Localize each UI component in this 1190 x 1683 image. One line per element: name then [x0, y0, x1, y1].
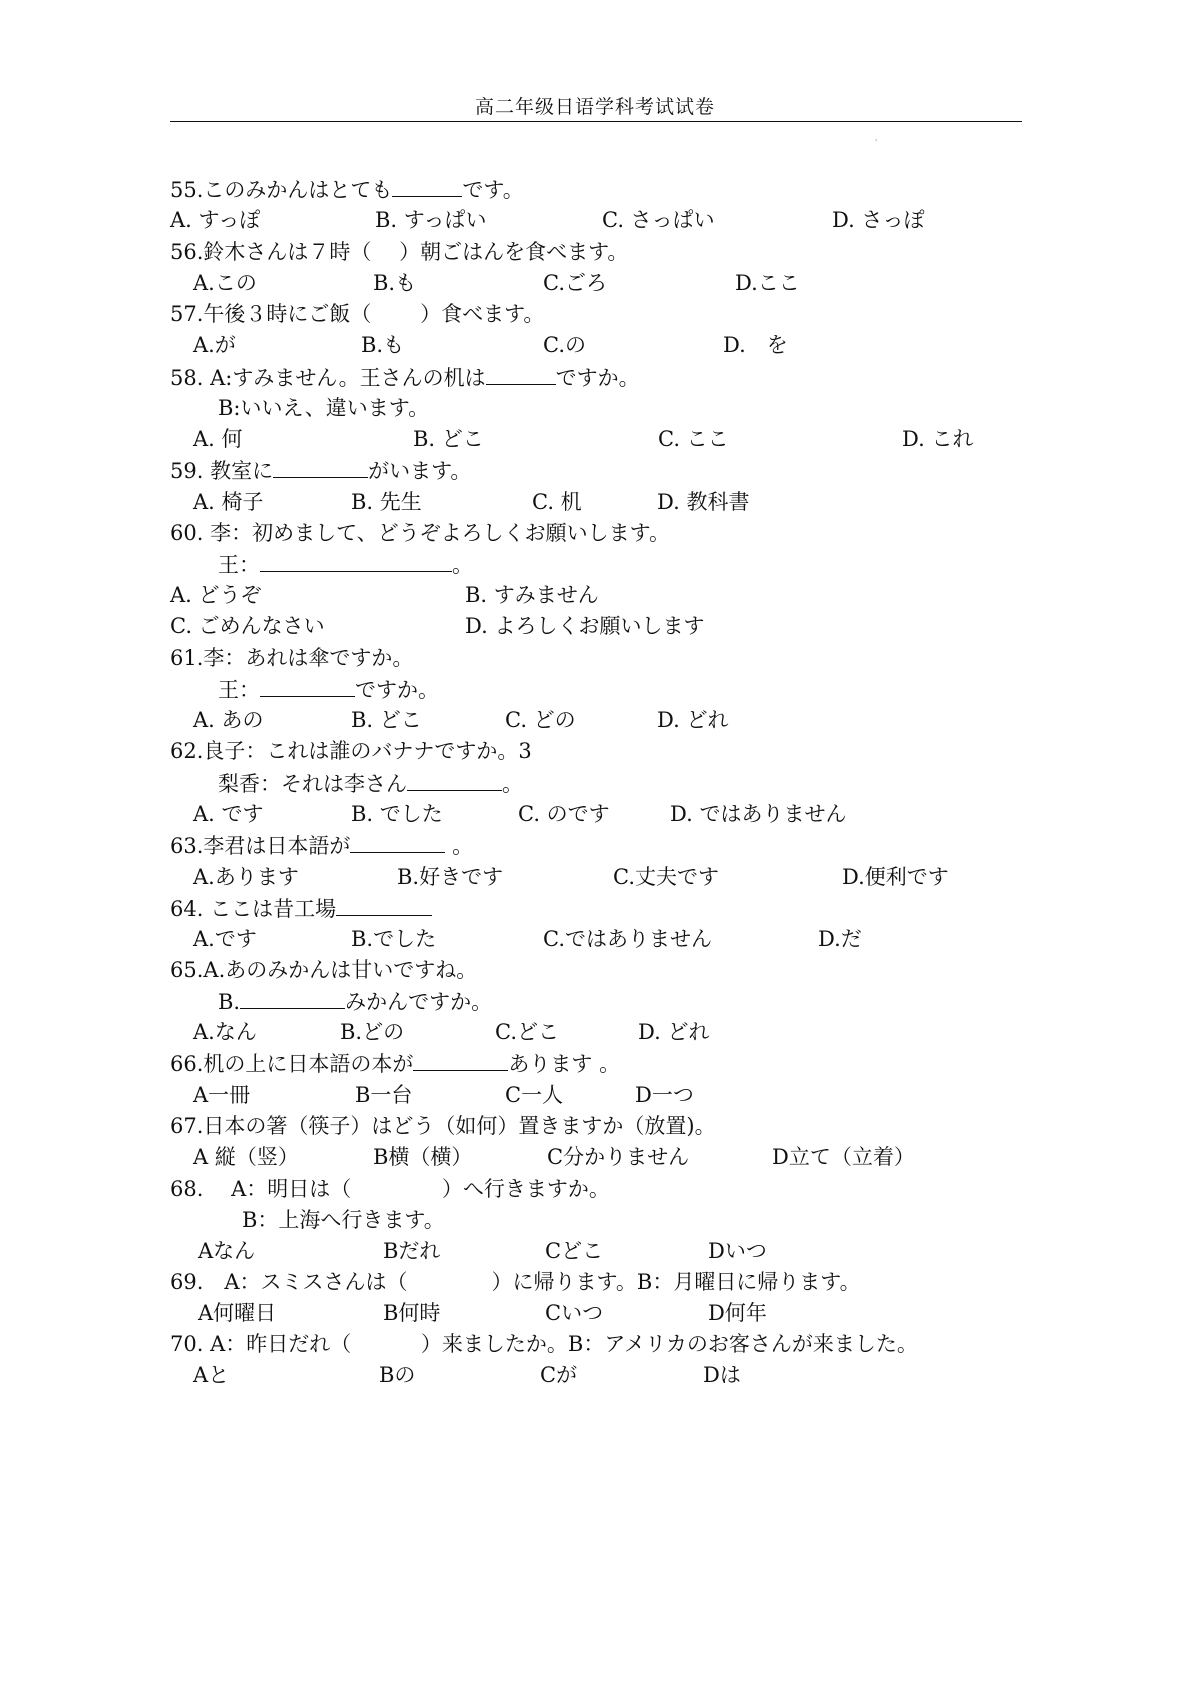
q60-reply-end: 。 — [452, 553, 473, 577]
q65-reply-end: みかんですか。 — [345, 990, 493, 1014]
answer-blank — [407, 770, 502, 791]
q62-option-c: C. のです — [518, 802, 610, 826]
q58-option-d: D. これ — [902, 427, 974, 451]
q66-stem: 66.机の上に日本語の本が — [170, 1052, 414, 1076]
question-66 — [170, 1050, 620, 1077]
question-69: 69. A：スミスさんは（ ）に帰ります。B：月曜日に帰ります。 — [170, 1270, 861, 1294]
q63-option-c: C.丈夫です — [613, 865, 719, 889]
question-60: 60. 李：初めまして、どうぞよろしくお願いします。 — [170, 521, 670, 545]
answer-blank — [336, 895, 432, 916]
answer-blank — [240, 988, 345, 1009]
answer-blank — [392, 176, 462, 197]
q64-option-a: A.です — [193, 927, 257, 951]
q55-option-d: D. さっぽ — [832, 208, 925, 232]
q70-option-b: Bの — [379, 1363, 416, 1387]
q63-stem-end: 。 — [445, 834, 474, 858]
q57-option-d: D. を — [723, 333, 788, 357]
q65-option-d: D. どれ — [638, 1020, 710, 1044]
q55-option-a: A. すっぽ — [170, 208, 261, 232]
q59-stem: 59. 教室に — [170, 459, 274, 483]
q62-reply-end: 。 — [502, 772, 523, 796]
q60-option-a: A. どうぞ — [170, 583, 262, 607]
q63-stem: 63.李君は日本語が — [170, 834, 351, 858]
q67-option-a: A 縦（竖） — [193, 1145, 299, 1169]
q70-option-d: Dは — [703, 1363, 741, 1387]
q69-option-d: D何年 — [708, 1301, 767, 1325]
q58-stem-end: ですか。 — [555, 366, 640, 390]
q67-option-c: C分かりません — [547, 1145, 690, 1169]
answer-blank — [486, 364, 556, 385]
question-56: 56.鈴木さんは７時（ ）朝ごはんを食べます。 — [170, 240, 629, 264]
q64-option-d: D.だ — [818, 927, 862, 951]
q65-option-c: C.どこ — [495, 1020, 559, 1044]
q69-option-b: B何時 — [383, 1301, 441, 1325]
question-61: 61.李：あれは傘ですか。 — [170, 646, 414, 670]
q61-speaker: 王： — [218, 678, 260, 702]
question-55 — [170, 176, 524, 203]
q69-option-a: A何曜日 — [198, 1301, 277, 1325]
q62-speaker: 梨香：それは李さん — [218, 772, 407, 796]
q58-option-a: A. 何 — [193, 427, 243, 451]
q61-reply-end: ですか。 — [355, 678, 439, 702]
q60-speaker: 王： — [218, 553, 260, 577]
q58-option-b: B. どこ — [413, 427, 484, 451]
q61-reply — [218, 676, 439, 703]
header-mark: ' — [875, 138, 878, 147]
q57-option-b: B.も — [361, 333, 405, 357]
q64-option-b: B.でした — [351, 927, 437, 951]
q59-stem-end: がいます。 — [368, 459, 472, 483]
q56-option-c: C.ごろ — [543, 271, 607, 295]
q64-stem: 64. ここは昔工場 — [170, 897, 337, 921]
q68-option-a: Aなん — [198, 1239, 256, 1263]
q61-option-a: A. あの — [193, 708, 264, 732]
q61-option-c: C. どの — [505, 708, 576, 732]
question-63 — [170, 832, 473, 859]
q68-reply: B：上海へ行きます。 — [242, 1208, 445, 1232]
q70-option-c: Cが — [540, 1363, 578, 1387]
q66-option-a: A一冊 — [193, 1083, 251, 1107]
question-70: 70. A：昨日だれ（ ）来ましたか。B：アメリカのお客さんが来ました。 — [170, 1332, 918, 1356]
q64-option-c: C.ではありません — [543, 927, 712, 951]
q57-option-c: C.の — [543, 333, 586, 357]
q66-stem-end: あります 。 — [508, 1052, 621, 1076]
question-64 — [170, 895, 432, 922]
q60-option-d: D. よろしくお願いします — [465, 614, 705, 638]
q57-option-a: A.が — [193, 333, 236, 357]
q55-stem: 55.このみかんはとても — [170, 178, 393, 202]
q62-option-b: B. でした — [351, 802, 443, 826]
q66-option-d: D一つ — [635, 1083, 694, 1107]
q60-option-b: B. すみません — [465, 583, 599, 607]
q68-option-b: Bだれ — [383, 1239, 441, 1263]
q58-stem: 58. A:すみません。王さんの机は — [170, 366, 486, 390]
q56-option-b: B.も — [373, 271, 417, 295]
q62-option-d: D. ではありません — [670, 802, 847, 826]
q67-option-b: B横（横） — [373, 1145, 473, 1169]
q60-reply — [218, 551, 473, 578]
q69-option-c: Cいつ — [545, 1301, 604, 1325]
q65-option-a: A.なん — [193, 1020, 257, 1044]
q68-option-c: Cどこ — [545, 1239, 604, 1263]
answer-blank — [350, 832, 445, 853]
q60-option-c: C. ごめんなさい — [170, 614, 325, 638]
q62-option-a: A. です — [193, 802, 264, 826]
header-rule — [170, 121, 1022, 122]
question-68: 68. A：明日は（ ）へ行きますか。 — [170, 1177, 610, 1201]
q65-option-b: B.どの — [340, 1020, 405, 1044]
answer-blank — [413, 1050, 508, 1071]
q65-reply — [218, 988, 492, 1015]
question-58 — [170, 364, 640, 391]
exam-header-title: 高二年级日语学科考试试卷 — [474, 96, 715, 118]
q68-option-d: Dいつ — [708, 1239, 767, 1263]
q56-option-a: A.この — [193, 271, 257, 295]
question-62: 62.良子：これは誰のバナナですか。3 — [170, 739, 532, 763]
answer-blank — [260, 551, 452, 572]
q58-option-c: C. ここ — [658, 427, 729, 451]
q59-option-b: B. 先生 — [351, 490, 422, 514]
q65-speaker: B. — [218, 990, 241, 1014]
q70-option-a: Aと — [193, 1363, 230, 1387]
q55-option-b: B. すっぱい — [375, 208, 487, 232]
q61-option-d: D. どれ — [657, 708, 729, 732]
q63-option-b: B.好きです — [397, 865, 504, 889]
q55-option-c: C. さっぱい — [602, 208, 715, 232]
q62-reply — [218, 770, 523, 797]
question-57: 57.午後３時にご飯（ ）食べます。 — [170, 302, 545, 326]
q67-option-d: D立て（立着） — [772, 1145, 915, 1169]
q55-stem-end: です。 — [462, 178, 524, 202]
q59-option-d: D. 教科書 — [657, 490, 750, 514]
q58-reply: B:いいえ、違います。 — [218, 396, 430, 420]
question-67: 67.日本の箸（筷子）はどう（如何）置きますか（放置)。 — [170, 1114, 716, 1138]
q59-option-a: A. 椅子 — [193, 490, 264, 514]
q63-option-d: D.便利です — [842, 865, 949, 889]
q66-option-c: C一人 — [505, 1083, 564, 1107]
q56-option-d: D.ここ — [735, 271, 800, 295]
question-59 — [170, 457, 471, 484]
question-65: 65.A.あのみかんは甘いですね。 — [170, 958, 478, 982]
answer-blank — [273, 457, 368, 478]
q63-option-a: A.あります — [193, 865, 299, 889]
q59-option-c: C. 机 — [532, 490, 582, 514]
answer-blank — [260, 676, 355, 697]
q66-option-b: B一台 — [355, 1083, 413, 1107]
q61-option-b: B. どこ — [351, 708, 422, 732]
